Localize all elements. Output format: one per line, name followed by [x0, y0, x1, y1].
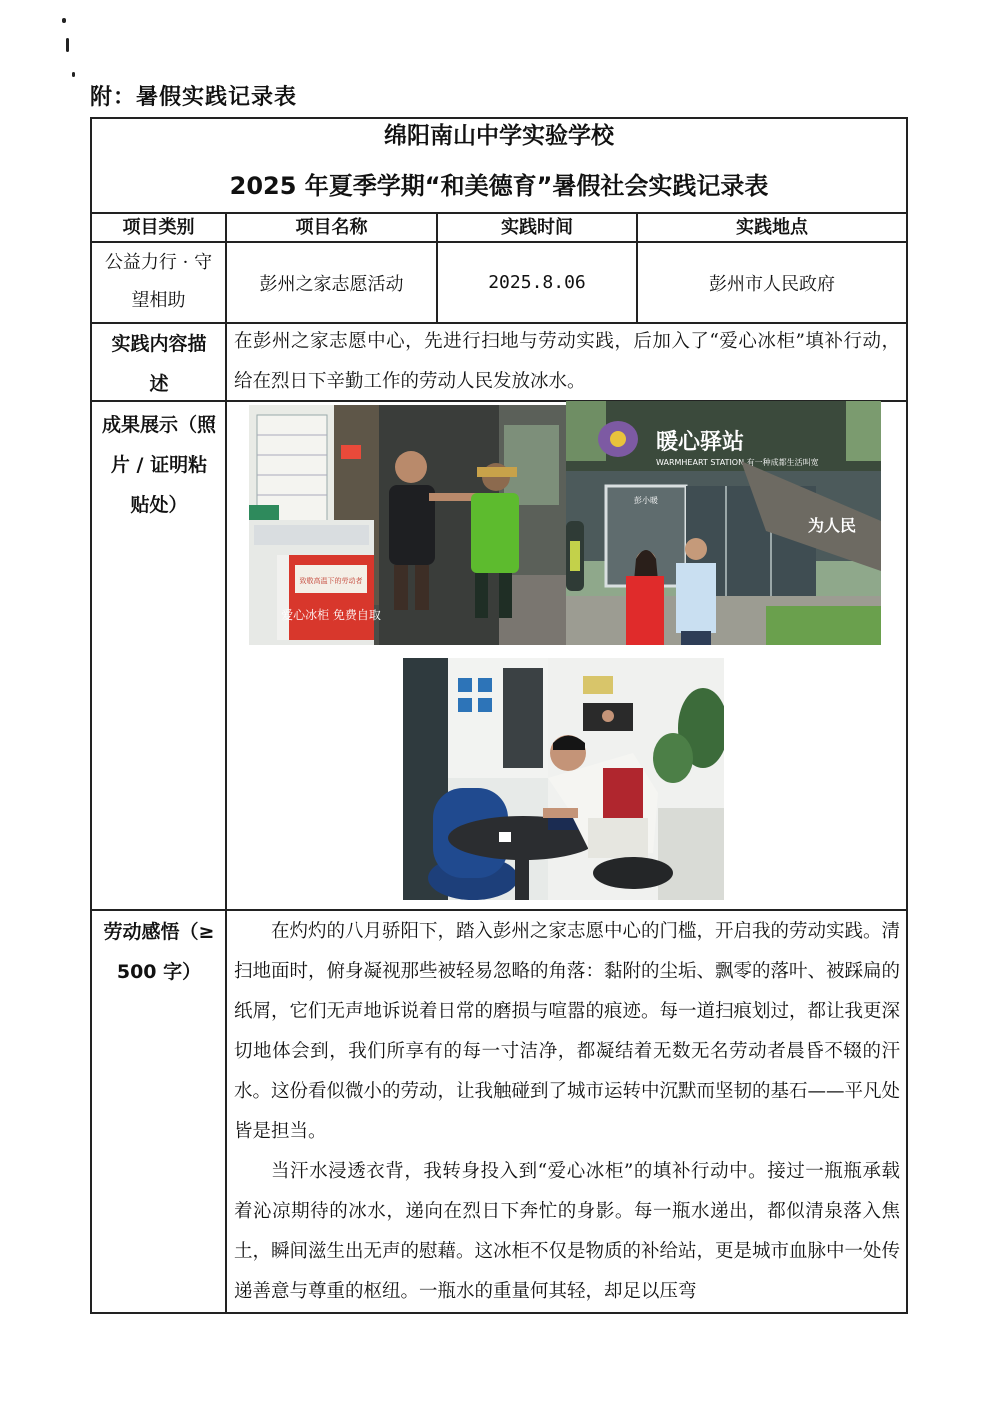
scan-speck [66, 38, 69, 52]
photo-ice-box-handout [249, 405, 566, 645]
school-name: 绵阳南山中学实验学校 [384, 123, 614, 149]
results-label-line2: 片 / 证明粘 [110, 454, 208, 476]
ice-box-small-text: 致敬高温下的劳动者 [299, 577, 363, 585]
results-label [94, 405, 224, 525]
cell-practice-time: 2025.8.06 [488, 272, 586, 293]
reflection-paragraph-2: 当汗水浸透衣背，我转身投入到“爱心冰柜”的填补行动中。接过一瓶瓶承载着沁凉期待的冰水，递向在烈日下奔忙的身影。每一瓶水递出，都似清泉落入焦土，瞬间滋生出无声的慰藉。这冰柜不仅是物质的补给站，更是城市血脉中一处传递善意与尊重的枢纽。一瓶水的重量何其轻，却足以压弯 [234, 1161, 900, 1302]
header-category: 项目类别 [122, 217, 195, 238]
station-sign-sub: WARMHEART STATION 有一种成都生活叫宽 [656, 458, 819, 467]
station-sign-main: 暖心驿站 [656, 430, 745, 455]
reflection-paragraph-1: 在灼灼的八月骄阳下，踏入彭州之家志愿中心的门槛，开启我的劳动实践。清扫地面时，俯身凝视那些被轻易忽略的角落：黏附的尘垢、飘零的落叶、被踩扁的纸屑，它们无声地诉说着日常的磨损与喧嚣的痕迹。每一道扫痕划过，都让我更深切地体会到，我们所享有的每一寸洁净，都凝结着无数无名劳动者晨昏不辍的汗水。这份看似微小的劳动，让我触碰到了城市运转中沉默而坚韧的基石——平凡处皆是担当。 [234, 921, 900, 1142]
header-location: 实践地点 [736, 217, 808, 238]
form-title: 2025 年夏季学期“和美德育”暑假社会实践记录表 [229, 172, 769, 200]
cell-practice-location: 彭州市人民政府 [709, 273, 835, 295]
cell-category [94, 244, 223, 320]
photo-wiping-table [403, 658, 724, 900]
table-rule [225, 212, 227, 1314]
description-label-line1: 实践内容描 [111, 333, 207, 355]
scan-speck [62, 18, 66, 23]
reflection-label-line2: 500 字） [116, 961, 202, 983]
cell-project-name: 彭州之家志愿活动 [259, 273, 404, 295]
scan-speck [72, 72, 75, 77]
description-text: 在彭州之家志愿中心，先进行扫地与劳动实践，后加入了“爱心冰柜”填补行动，给在烈日下辛勤工作的劳动人民发放冰水。 [234, 331, 900, 392]
category-line1: 公益力行 · 守 [104, 252, 213, 273]
reflection-label-line1: 劳动感悟（≥ [103, 921, 215, 943]
photo-warmheart-station [566, 401, 881, 645]
station-door-text: 彭小暖 [634, 496, 658, 505]
station-wall-text: 为人民 [807, 516, 856, 535]
description-label-line2: 述 [149, 373, 169, 395]
appendix-heading: 附：暑假实践记录表 [90, 85, 298, 110]
reflection-label [94, 912, 224, 992]
header-name: 项目名称 [295, 217, 368, 238]
ice-box-sign: 爱心冰柜 免费自取 [281, 608, 381, 622]
description-label [94, 324, 224, 404]
results-label-line3: 贴处） [130, 494, 188, 516]
results-label-line1: 成果展示（照 [101, 414, 216, 436]
category-line2: 望相助 [131, 290, 186, 311]
table-rule [90, 909, 908, 911]
description-text-cell [234, 322, 900, 402]
reflection-text-cell [234, 912, 900, 1312]
header-time: 实践时间 [501, 217, 573, 238]
